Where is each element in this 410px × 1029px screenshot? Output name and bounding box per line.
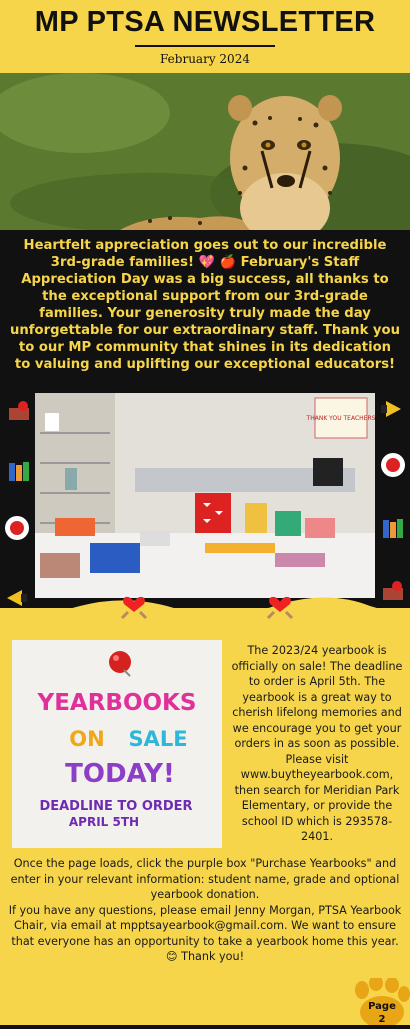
staff-appreciation-photo <box>35 393 375 598</box>
yearbook-text: The 2023/24 yearbook is officially on sale! The deadline to order is April 5th. The yearbook is a great way to cherish lifelong memories and we encourage you to get your orders in as soon as possible. Please visit www.buytheyearbook.com, then search for Meridian Park Elementary, or provide the school ID which is 293578-2401. <box>231 644 403 843</box>
appreciation-text: Heartfelt appreciation goes out to our incredible 3rd-grade families! 💖 🍎 February's Staff Appreciation Day was a big success, all thanks to the exceptional support from our 3rd-grade families. Your generosity truly made the day unforgettable for our extraordinary staff. Thank you to our MP community that shines in its dedication to valuing and uplifting our exceptional educators! <box>10 238 400 372</box>
deadline-line: DEADLINE TO ORDER <box>39 799 193 814</box>
page-number-badge <box>350 978 410 1025</box>
sale-word: SALE <box>128 727 188 751</box>
contact-info: If you have any questions, please email Jenny Morgan, PTSA Yearbook Chair, via email at mpptsayearbook@gmail.com. We want to ensure that everyone has an opportunity to take a yearbook home this year. 😊 Thank you! <box>8 903 402 963</box>
book-apple-sticker-icon <box>6 398 32 424</box>
thank-you-teachers-sign: THANK YOU TEACHERS <box>306 415 375 422</box>
heart-hands-icon-2 <box>262 588 298 624</box>
yearbooks-heading: YEARBOOKS <box>37 690 197 716</box>
cheetah-photo <box>0 73 410 230</box>
header-banner <box>0 0 410 73</box>
title-divider <box>135 45 275 47</box>
page-label: Page <box>368 1001 396 1012</box>
deadline-date: APRIL 5TH <box>68 815 140 829</box>
yearbook-instructions <box>8 856 402 965</box>
apple-badge-icon-right <box>380 452 406 478</box>
yearbook-sale-card <box>12 640 222 848</box>
today-word: TODAY! <box>65 759 175 789</box>
books-sticker-icon-right <box>380 515 406 541</box>
books-sticker-icon <box>6 458 32 484</box>
newsletter-title: MP PTSA NEWSLETTER <box>34 6 376 38</box>
push-pin-icon <box>109 651 131 673</box>
apple-badge-icon <box>4 515 30 541</box>
purchase-instructions: Once the page loads, click the purple box "Purchase Yearbooks" and enter in your relevant information: student name, grade and optional yearbook donation. <box>10 857 400 901</box>
page-number: 2 <box>378 1014 386 1025</box>
newsletter-date: February 2024 <box>160 52 250 66</box>
wave-divider <box>0 588 410 628</box>
on-word: ON <box>69 727 105 751</box>
heart-hands-icon <box>116 588 152 624</box>
megaphone-thank-you-icon-right <box>378 396 404 422</box>
